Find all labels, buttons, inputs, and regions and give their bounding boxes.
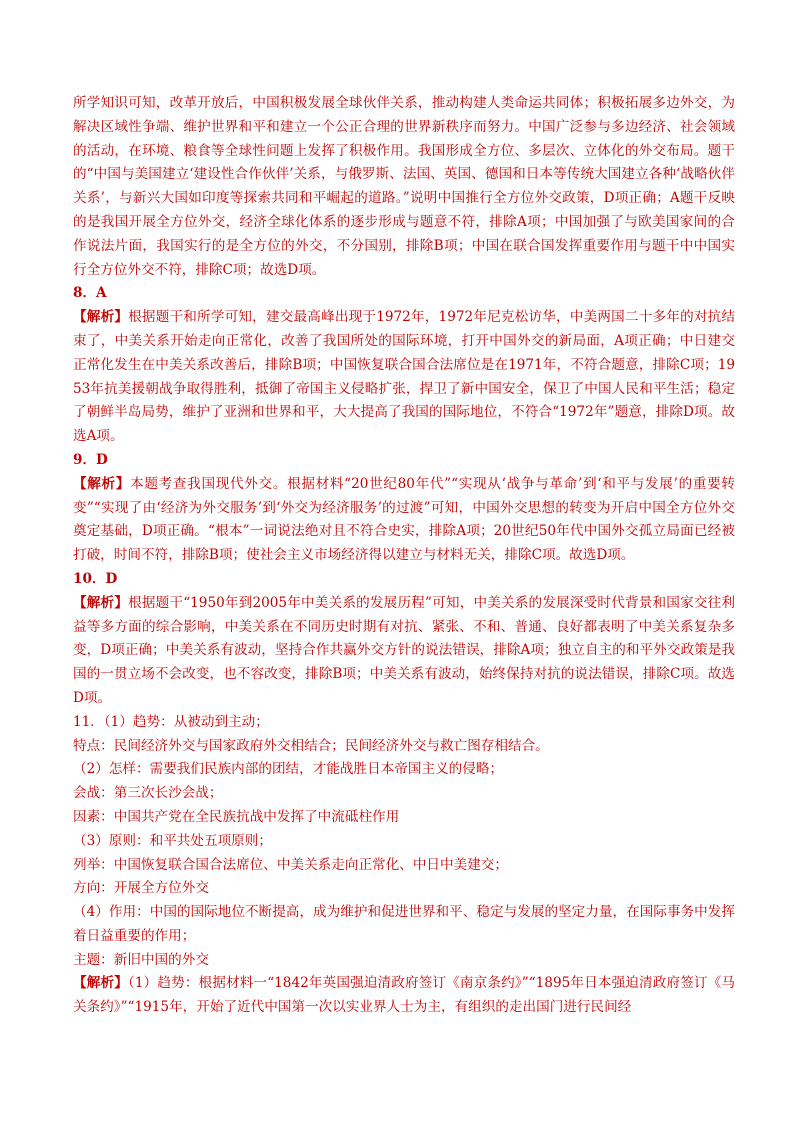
analysis-11-text: （1）趋势：根据材料一“1842年英国强迫清政府签订《南京条约》”“1895年日本强迫清政府签订《马关条约》”“1915年，开始了近代中国第一次以实业界人士为主，有组织的走出国门进行民间经: [73, 975, 735, 1016]
answer-analysis-text: [73, 92, 735, 1020]
answer-11-part3-direction: 方向：开展全方位外交: [73, 880, 209, 897]
answer-11-part3-list: 列举：中国恢复联合国合法席位、中美关系走向正常化、中日中美建交；: [73, 856, 508, 873]
analysis-tag: 【解析】: [73, 309, 129, 326]
answer-11-part4-role: （4）作用：中国的国际地位不断提高，成为维护和促进世界和平、稳定与发展的坚定力量，在国际事务中发挥着日益重要的作用；: [73, 904, 735, 944]
analysis-9: [73, 473, 735, 568]
paragraph-7-analysis-continued: 所学知识可知，改革开放后，中国积极发展全球伙伴关系，推动构建人类命运共同体；积极拓展多边外交，为解决区域性争端、维护世界和平和建立一个公正合理的世界新秩序而努力。中国广泛参与多边经济、社会领域的活动，在环境、粮食等全球性问题上发挥了积极作用。我国形成全方位、多层次、立体化的外交布局。题干的“中国与美国建立‘建设性合作伙伴’关系，与俄罗斯、法国、英国、德国和日本等传统大国建立各种‘战略伙伴关系’，与新兴大国如印度等探索共同和平崛起的道路。”说明中国推行全方位外交政策，D项正确；A题干反映的是我国开展全方位外交，经济全球化体系的逐步形成与题意不符，排除A项；中国加强了与欧美国家间的合作说法片面，我国实行的是全方位的外交，不分国别，排除B项；中国在联合国发挥重要作用与题干中中国实行全方位外交不符，排除C项；故选D项。: [73, 95, 735, 278]
answer-11-part4-theme: 主题：新旧中国的外交: [73, 951, 209, 968]
answer-8: 8．A: [73, 285, 107, 302]
analysis-9-text: 本题考查我国现代外交。根据材料“20世纪80年代”“实现从‘战争与革命’到‘和平与发展’的重要转变”“实现了由‘经济为外交服务’到‘外交为经济服务’的过渡”可知，中国外交思想的转变为开启中国全方位外交奠定基础，D项正确。“根本”一词说法绝对且不符合史实，排除A项；20世纪50年代中国外交孤立局面已经被打破，时间不符，排除B项；使社会主义市场经济得以建立与材料无关，排除C项。故选D项。: [73, 475, 735, 564]
answer-11-part3-principle: （3）原则：和平共处五项原则；: [73, 832, 272, 849]
analysis-tag: 【解析】: [73, 594, 129, 611]
answer-11-part1-feature: 特点：民间经济外交与国家政府外交相结合；民间经济外交与救亡图存相结合。: [73, 737, 549, 754]
analysis-tag: 【解析】: [73, 975, 128, 992]
analysis-11: [73, 972, 735, 1020]
analysis-8: [73, 306, 735, 449]
answer-10: 10．D: [73, 570, 118, 587]
answer-11-part2-how: （2）怎样：需要我们民族内部的团结，才能战胜日本帝国主义的侵略；: [73, 761, 504, 778]
analysis-8-text: 根据题干和所学可知，建交最高峰出现于1972年，1972年尼克松访华，中美两国二十多年的对抗结束了，中美关系开始走向正常化，改善了我国所处的国际环境，打开中国外交的新局面，A项正确；中日建交正常化发生在中美关系改善后，排除B项；中国恢复联合国合法席位是在1971年，不符合题意，排除C项；1953年抗美援朝战争取得胜利，抵御了帝国主义侵略扩张，捍卫了新中国安全，保卫了中国人民和平生活；稳定了朝鲜半岛局势，维护了亚洲和世界和平，大大提高了我国的国际地位，不符合“1972年”题意，排除D项。故选A项。: [73, 309, 736, 445]
analysis-10: [73, 592, 735, 711]
answer-9: 9．D: [73, 451, 108, 468]
answer-11-part1-trend: 11．（1）趋势：从被动到主动；: [73, 713, 269, 730]
analysis-tag: 【解析】: [73, 475, 131, 492]
answer-11-part2-battle: 会战：第三次长沙会战；: [73, 785, 223, 802]
analysis-10-text: 根据题干“1950年到2005年中美关系的发展历程”可知，中美关系的发展深受时代背景和国家交往利益等多方面的综合影响，中美关系在不同历史时期有对抗、紧张、不和、普通、良好都表明了中美关系复杂多变，D项正确；中美关系有波动，坚持合作共赢外交方针的说法错误，排除A项；独立自主的和平外交政策是我国的一贯立场不会改变，也不容改变，排除B项；中美关系有波动，始终保持对抗的说法错误，排除C项。故选D项。: [73, 594, 736, 706]
answer-11-part2-factor: 因素：中国共产党在全民族抗战中发挥了中流砥柱作用: [73, 808, 400, 825]
